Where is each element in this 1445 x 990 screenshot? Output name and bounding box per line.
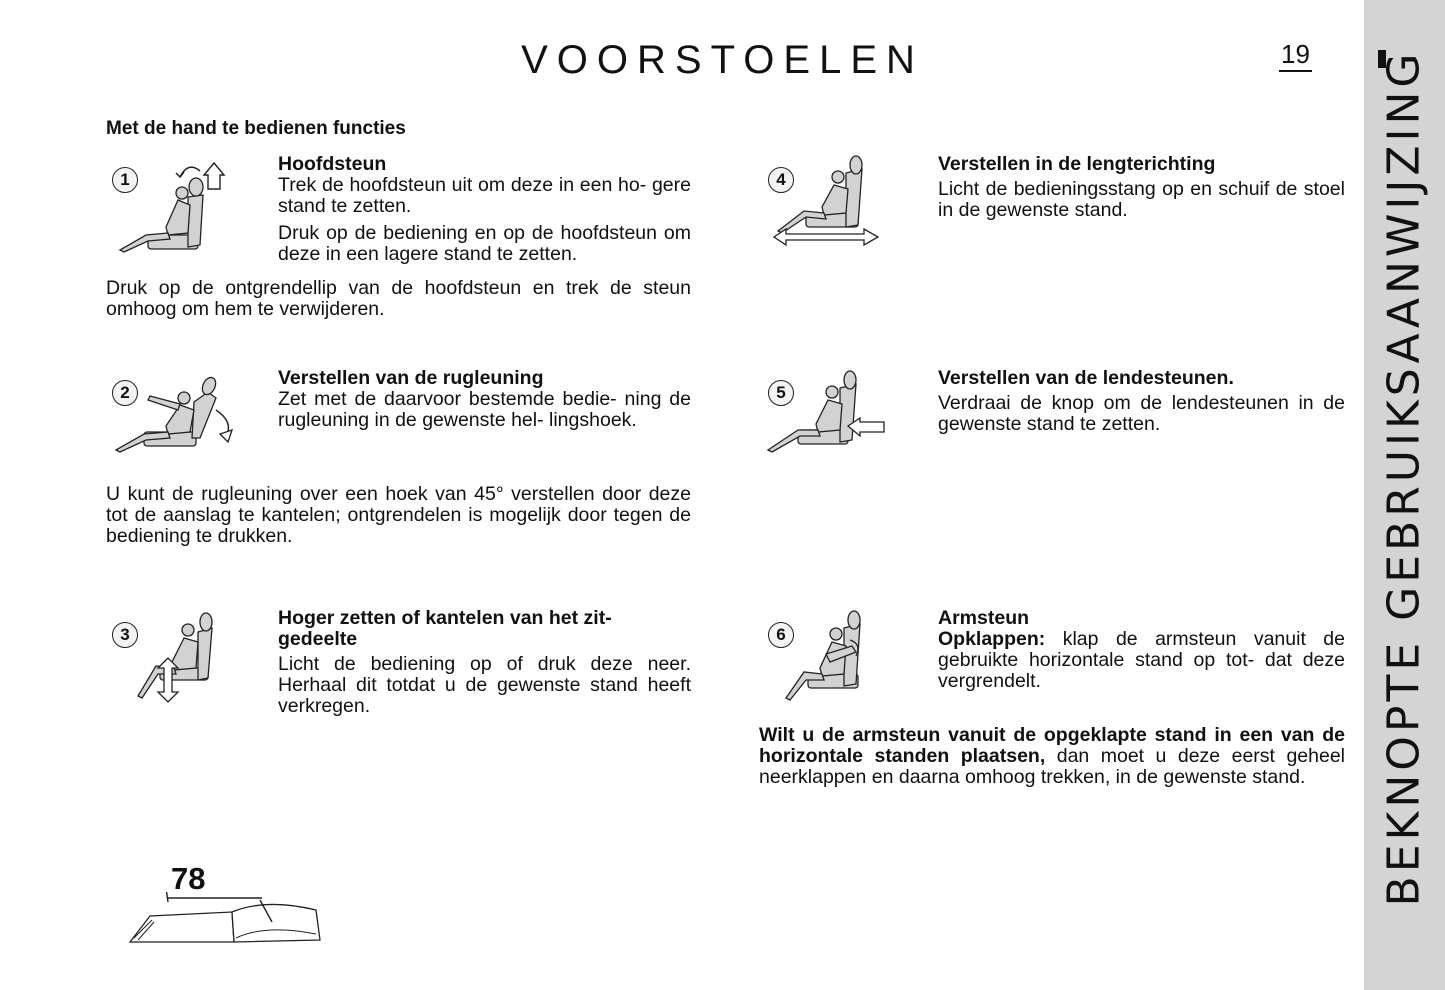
side-title: BEKNOPTE GEBRUIKSAANWIJZING (1378, 49, 1430, 907)
headrest-text-lower: Druk op de bediening en op de hoofdsteun om deze in een lagere stand te zetten. (278, 222, 691, 265)
item-number-badge: 5 (768, 380, 794, 406)
backrest-illustration (108, 370, 238, 460)
lumbar-section (938, 368, 1345, 435)
headrest-illustration (108, 155, 238, 255)
armrest-lead-bold: Opklappen: (938, 628, 1046, 650)
seat-height-section (278, 608, 691, 717)
armrest-note (759, 725, 1345, 788)
lumbar-heading: Verstellen van de lendesteunen. (938, 367, 1234, 389)
book-icon (126, 892, 326, 948)
headrest-remove-note: Druk op de ontgrendellip van de hoofdsteun en trek de steun omhoog om hem te verwijderen. (106, 277, 691, 320)
armrest-text (938, 629, 1345, 692)
backrest-text: Zet met de daarvoor bestemde bedie- ning de rugleuning in de gewenste hel- lingshoek. (278, 388, 691, 431)
page-number: 19 (1279, 40, 1312, 72)
side-tab (1364, 0, 1445, 990)
headrest-text-raise: Trek de hoofdsteun uit om deze in een ho- gere stand te zetten. (278, 174, 691, 217)
item-number-badge: 3 (112, 622, 138, 648)
armrest-note-bold: Wilt u de armsteun vanuit de opgeklapte stand in een van de horizontale standen plaatsen, (759, 724, 1345, 767)
armrest-lead-text: klap de armsteun vanuit de gebruikte horizontale stand op tot- dat deze vergrendelt. (938, 628, 1345, 692)
reference-page-number: 78 (171, 861, 206, 896)
page-title (0, 38, 1445, 83)
headrest-heading: Hoofdsteun (278, 153, 387, 175)
page-title-text: VOORSTOELEN (521, 38, 924, 82)
armrest-heading: Armsteun (938, 607, 1030, 629)
item-number-badge: 1 (112, 167, 138, 193)
longitudinal-heading: Verstellen in de lengterichting (938, 153, 1216, 175)
headrest-section (278, 154, 691, 265)
section-heading: Met de hand te bedienen functies (106, 118, 406, 139)
backrest-note: U kunt de rugleuning over een hoek van 45° verstellen door deze tot de aanslag te kantelen; ontgrendelen is mogelijk door tegen de bediening te drukken. (106, 483, 691, 547)
item-number-badge: 4 (768, 167, 794, 193)
lumbar-illustration (764, 370, 894, 460)
item-number-badge: 2 (112, 380, 138, 406)
armrest-section (938, 608, 1345, 692)
item-number-badge: 6 (768, 622, 794, 648)
longitudinal-illustration (764, 155, 894, 255)
seat-height-heading: Hoger zetten of kantelen van het zit- gedeelte (278, 607, 612, 650)
longitudinal-text: Licht de bedieningsstang op en schuif de stoel in de gewenste stand. (938, 178, 1345, 221)
seat-height-illustration (108, 610, 238, 710)
longitudinal-section (938, 154, 1345, 221)
armrest-note-text: dan moet u deze eerst geheel neerklappen en daarna omhoog trekken, in de gewenste stand. (759, 745, 1345, 788)
lumbar-text: Verdraai de knop om de lendesteunen in de gewenste stand te zetten. (938, 392, 1345, 435)
backrest-heading: Verstellen van de rugleuning (278, 367, 544, 389)
armrest-illustration (764, 610, 894, 710)
seat-height-text: Licht de bediening op of druk deze neer. Herhaal dit totdat u de gewenste stand heeft verkregen. (278, 653, 691, 717)
backrest-section (278, 368, 691, 431)
